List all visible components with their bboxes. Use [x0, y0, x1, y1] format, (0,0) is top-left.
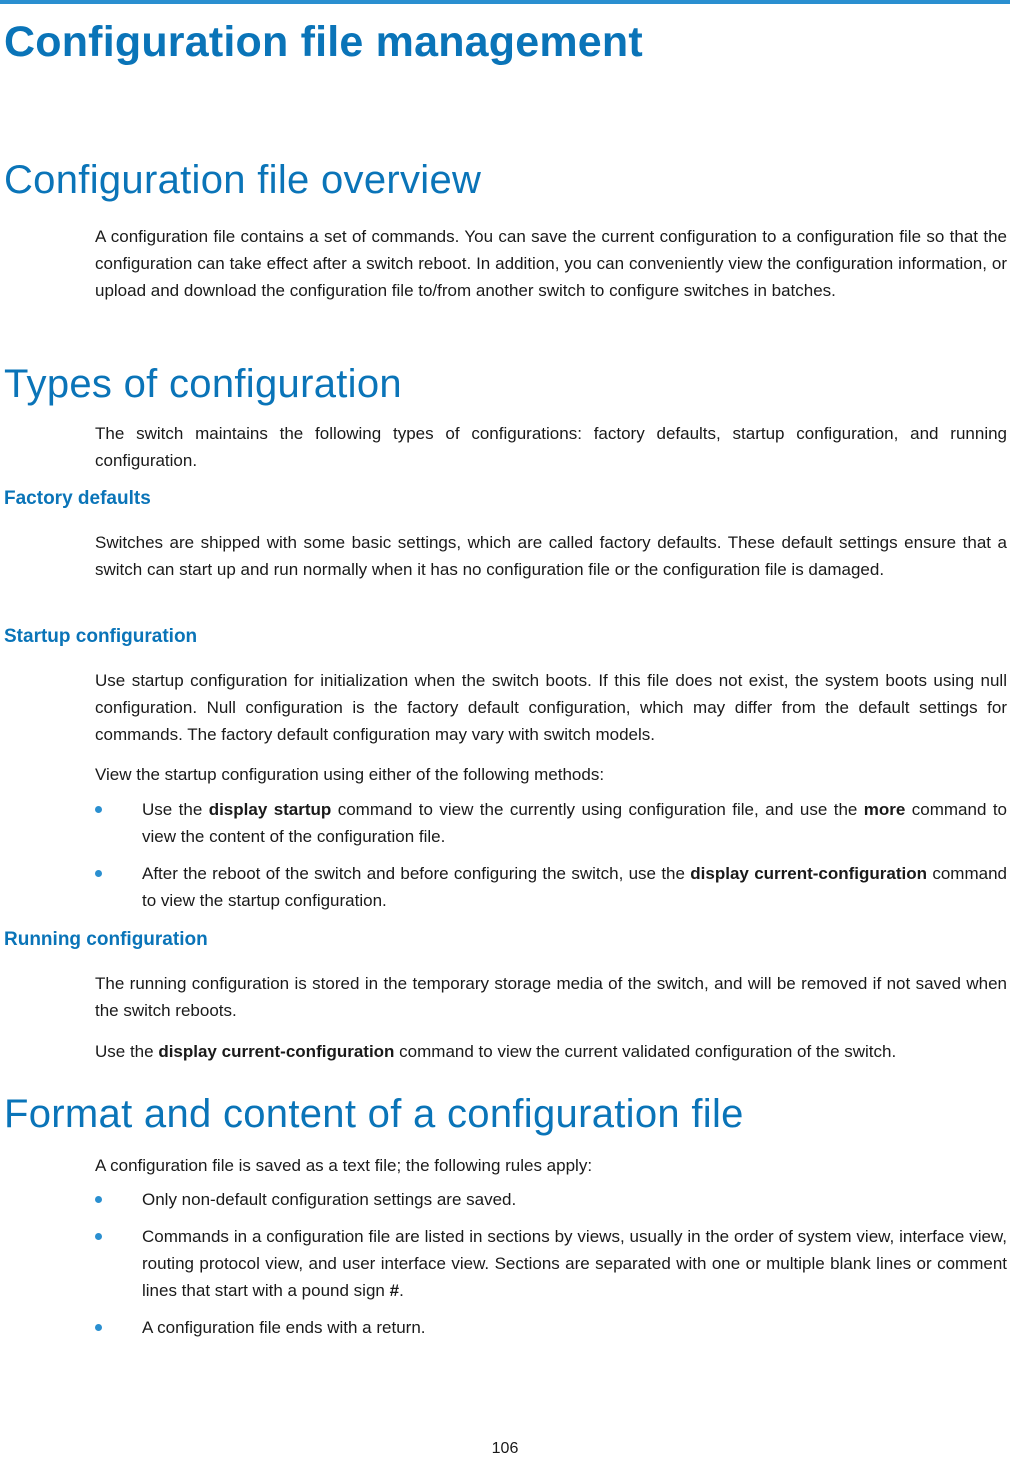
running-paragraph: The running configuration is stored in the temporary storage media of the switch, and will be removed if not saved when the switch reboots.	[95, 974, 1007, 1020]
heading-running-configuration: Running configuration	[4, 929, 208, 950]
bullet-icon	[95, 1196, 102, 1203]
command-more: more	[863, 800, 906, 819]
list-item	[95, 796, 1007, 850]
pound-sign: #	[389, 1281, 400, 1300]
startup-methods-intro: View the startup configuration using either of the following methods:	[95, 765, 605, 784]
overview-paragraph: A configuration file contains a set of commands. You can save the current configuration to a configuration file so that the configuration can take effect after a switch reboot. In addition, you can conveniently view the configuration information, or upload and download the configuration file to/from another switch to configure switches in batches.	[95, 227, 1007, 300]
list-item-text: Use the display startup command to view the currently using configuration file, and use the more command to view the content of the configuration file.	[142, 800, 1008, 846]
list-item	[95, 1314, 1007, 1341]
heading-configuration-file-overview: Configuration file overview	[4, 158, 482, 202]
bullet-icon	[95, 1324, 102, 1331]
list-item-text: A configuration file ends with a return.	[142, 1318, 426, 1337]
list-item	[95, 1186, 1007, 1213]
heading-startup-configuration: Startup configuration	[4, 626, 198, 647]
heading-format-and-content: Format and content of a configuration file	[4, 1092, 744, 1136]
bullet-icon	[95, 806, 102, 813]
factory-defaults-paragraph: Switches are shipped with some basic settings, which are called factory defaults. These default settings ensure that a switch can start up and run normally when it has no configuration file or the configuration file is damaged.	[95, 533, 1007, 579]
command-display-startup: display startup	[208, 800, 332, 819]
command-display-current-configuration: display current-configuration	[158, 1042, 395, 1061]
heading-factory-defaults: Factory defaults	[4, 488, 151, 509]
list-item	[95, 1223, 1007, 1304]
list-item-text: After the reboot of the switch and before configuring the switch, use the display current-configuration command to view the startup configuration.	[142, 864, 1007, 910]
top-rule	[0, 0, 1010, 4]
list-item-text: Commands in a configuration file are listed in sections by views, usually in the order of system view, interface view, routing protocol view, and user interface view. Sections are separated with one or multiple blank lines or comment lines that start with a pound sign #.	[142, 1227, 1007, 1300]
running-command-paragraph: Use the display current-configuration command to view the current validated configuration of the switch.	[95, 1042, 897, 1061]
list-item-text: Only non-default configuration settings are saved.	[142, 1190, 517, 1209]
format-intro: A configuration file is saved as a text file; the following rules apply:	[95, 1156, 593, 1175]
page-number: 106	[491, 1440, 519, 1457]
list-item	[95, 860, 1007, 914]
heading-types-of-configuration: Types of configuration	[4, 362, 402, 406]
bullet-icon	[95, 1233, 102, 1240]
bullet-icon	[95, 870, 102, 877]
command-display-current-configuration: display current-configuration	[690, 864, 928, 883]
types-paragraph: The switch maintains the following types of configurations: factory defaults, startup configuration, and running configuration.	[95, 424, 1007, 470]
chapter-title: Configuration file management	[4, 18, 643, 66]
startup-paragraph: Use startup configuration for initialization when the switch boots. If this file does not exist, the system boots using null configuration. Null configuration is the factory default configuration, which may differ from the default settings for commands. The factory default configuration may vary with switch models.	[95, 671, 1007, 744]
